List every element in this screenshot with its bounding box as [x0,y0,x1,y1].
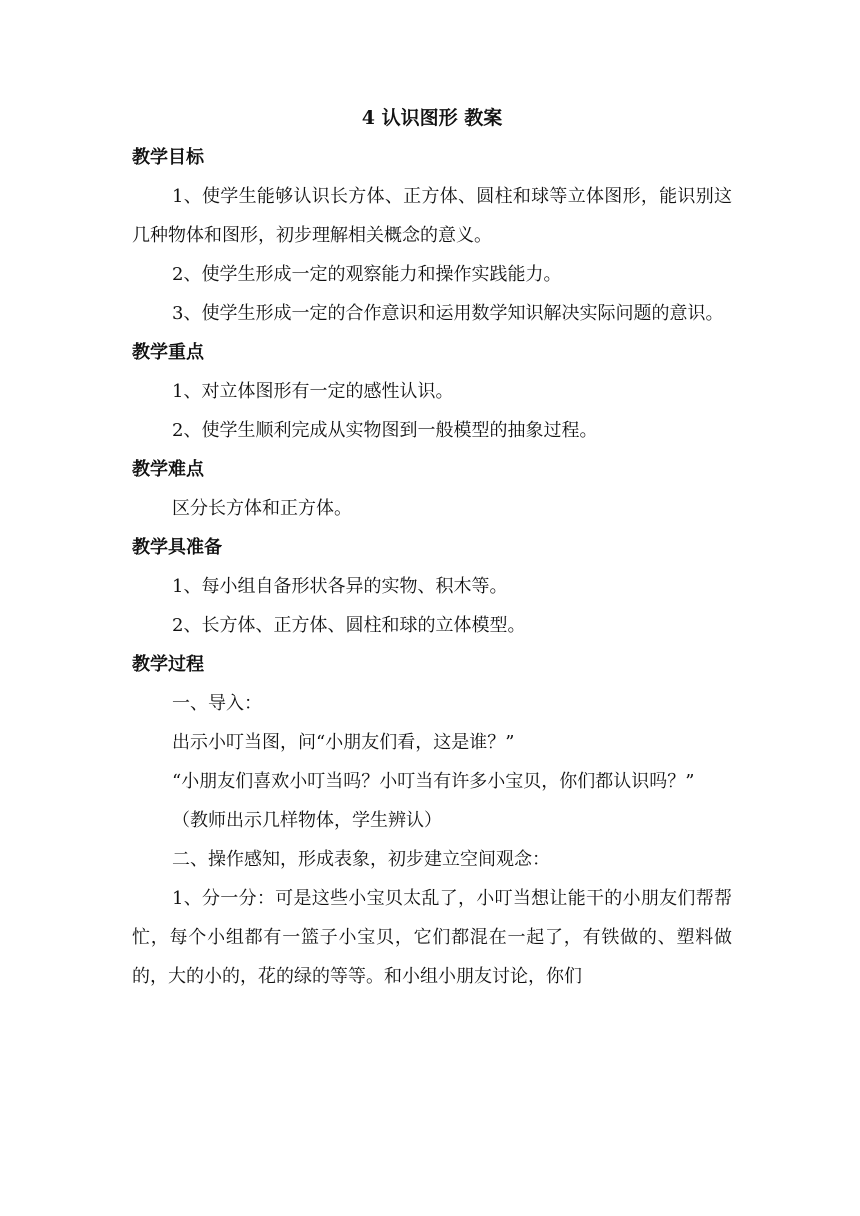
section-heading-process: 教学过程 [132,654,204,675]
section-heading-key-points: 教学重点 [132,342,204,363]
goal-item: 3、使学生形成一定的合作意识和运用数学知识解决实际问题的意识。 [172,303,724,324]
document-page [132,98,732,996]
section-key-points [132,333,732,450]
process-item: （教师出示几样物体，学生辨认） [172,810,442,831]
material-item: 2、长方体、正方体、圆柱和球的立体模型。 [172,615,526,636]
process-item: “小朋友们喜欢小叮当吗？小叮当有许多小宝贝，你们都认识吗？” [172,771,695,792]
document-title: 4 认识图形 教案 [361,107,503,129]
goal-item: 2、使学生形成一定的观察能力和操作实践能力。 [172,264,562,285]
process-item: 二、操作感知，形成表象，初步建立空间观念： [172,849,550,870]
section-heading-materials: 教学具准备 [132,537,222,558]
section-materials [132,528,732,645]
section-goals [132,138,732,333]
section-heading-goals: 教学目标 [132,147,204,168]
process-item: 1、分一分：可是这些小宝贝太乱了，小叮当想让能干的小朋友们帮帮忙，每个小组都有一篮子小宝贝，它们都混在一起了，有铁做的、塑料做的，大的小的，花的绿的等等。和小组小朋友讨论，你们 [132,888,732,987]
process-item: 出示小叮当图，问“小朋友们看，这是谁？” [172,732,515,753]
section-difficulties [132,450,732,528]
section-heading-difficulties: 教学难点 [132,459,204,480]
goal-item: 1、使学生能够认识长方体、正方体、圆柱和球等立体图形，能识别这几种物体和图形，初步理解相关概念的意义。 [132,186,732,246]
key-point-item: 2、使学生顺利完成从实物图到一般模型的抽象过程。 [172,420,598,441]
section-process [132,645,732,996]
difficulty-item: 区分长方体和正方体。 [172,498,352,519]
process-item: 一、导入： [172,693,262,714]
key-point-item: 1、对立体图形有一定的感性认识。 [172,381,454,402]
material-item: 1、每小组自备形状各异的实物、积木等。 [172,576,508,597]
